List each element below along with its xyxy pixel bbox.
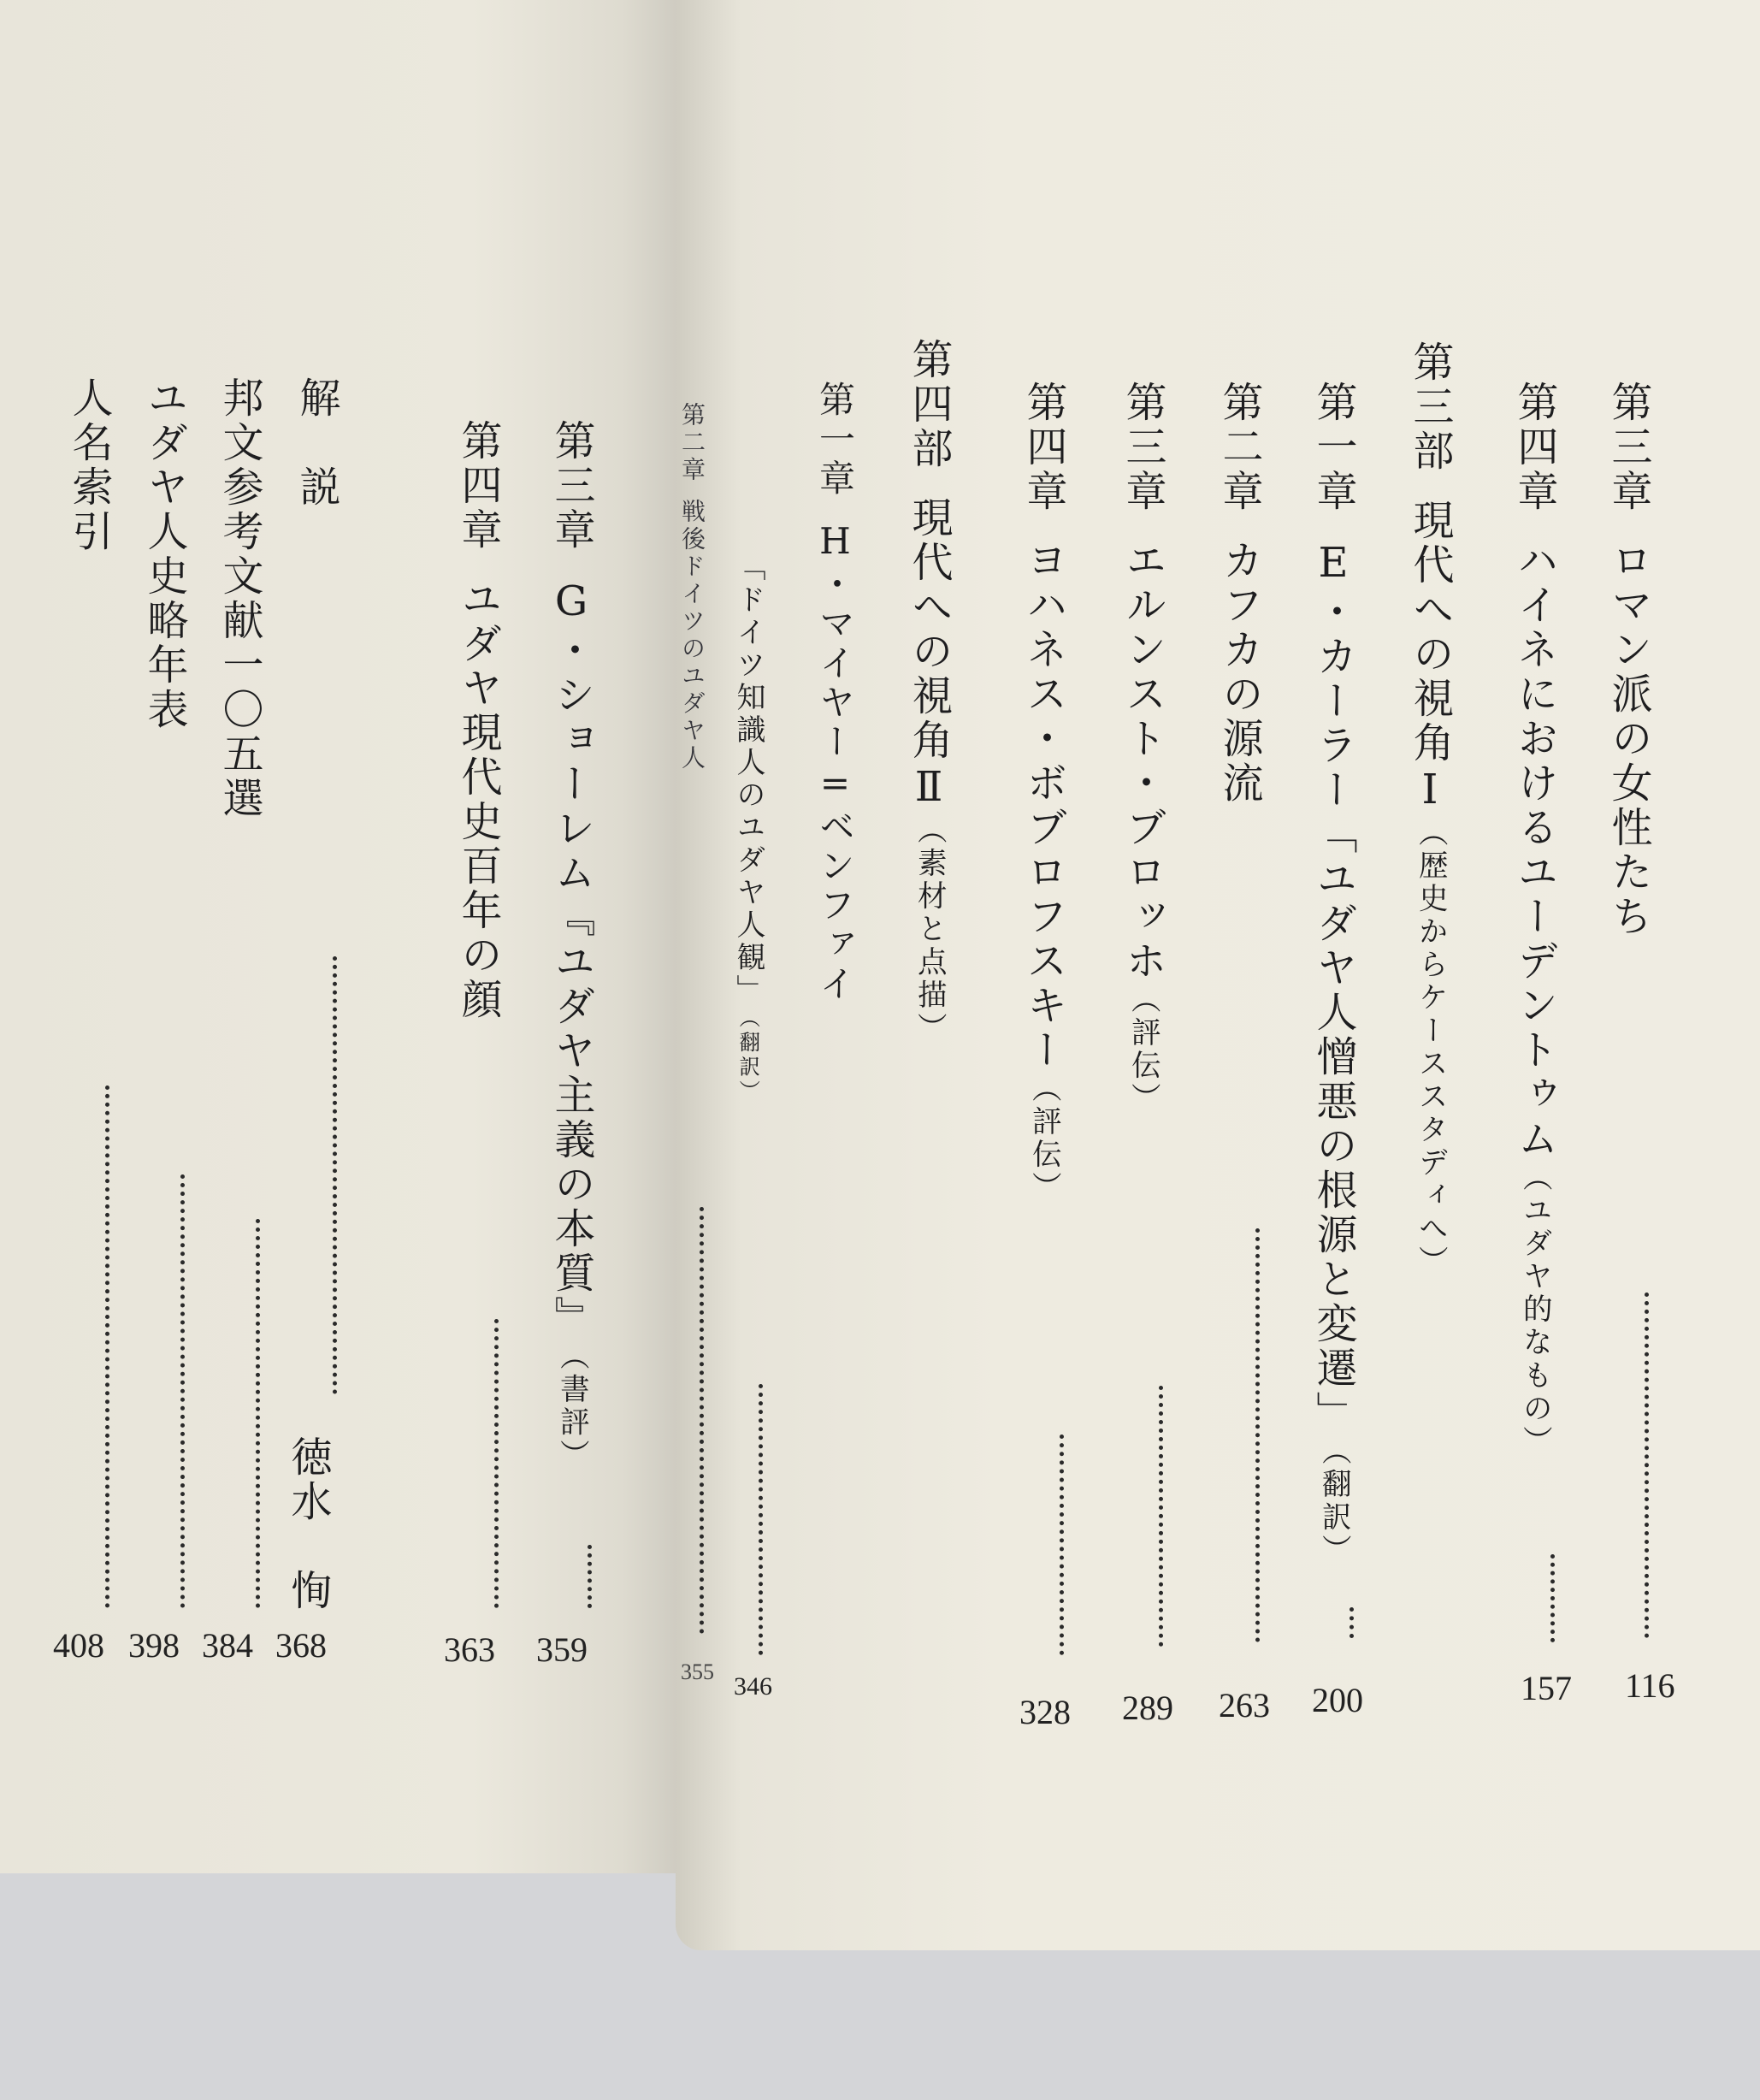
entry-title: ハイネにおけるユーデントゥム: [1510, 538, 1558, 1162]
entry-note: （ユダヤ的なもの）: [1517, 1161, 1552, 1458]
page-number: 398: [128, 1626, 180, 1665]
page-number: 346: [734, 1672, 772, 1701]
part-label: 第三部: [1406, 340, 1454, 474]
leader-dots: [180, 1174, 185, 1608]
part-note: （素材と点描）: [912, 813, 947, 1045]
toc-entry: [140, 376, 188, 1617]
leader-dots: [759, 1384, 763, 1655]
page-number: 384: [202, 1626, 253, 1665]
page-number: 368: [275, 1626, 327, 1665]
toc-entry: [1604, 381, 1652, 1647]
toc-entry: [1309, 381, 1357, 1647]
leader-dots: [494, 1319, 499, 1608]
entry-label: 第四章: [1510, 381, 1558, 514]
entry-title: エルンスト・ブロッホ: [1119, 538, 1166, 984]
part-title: 現代への視角Ⅱ: [905, 495, 953, 814]
entry-title: E・カーラー「ユダヤ人憎悪の根源と変遷」: [1309, 538, 1357, 1435]
entry-title: ユダヤ人史略年表: [140, 376, 188, 732]
part-heading: [1406, 340, 1454, 1452]
toc-entry: [1119, 381, 1166, 1655]
toc-entry-subtitle: [731, 552, 765, 1664]
entry-label: 第二章: [678, 402, 706, 484]
leader-dots: [105, 1085, 109, 1608]
part-heading: [905, 338, 953, 1159]
entry-title: 邦文参考文献一〇五選: [216, 376, 263, 821]
entry-label: 第二章: [1215, 381, 1263, 514]
toc-entry: [216, 376, 263, 1617]
leader-dots: [1159, 1386, 1163, 1647]
entry-title: 人名索引: [65, 376, 113, 554]
leader-dots: [256, 1219, 260, 1608]
part-label: 第四部: [905, 338, 953, 471]
entry-label: 第三章: [1119, 381, 1166, 514]
entry-note: （評伝）: [1125, 983, 1161, 1116]
part-note: （歴史からケーススタディへ）: [1413, 816, 1448, 1279]
leader-dots: [700, 1207, 704, 1634]
page-number: 263: [1219, 1686, 1270, 1724]
toc-entry: [1215, 381, 1263, 1651]
leader-dots: [588, 1545, 592, 1608]
entry-label: 解 説: [292, 376, 340, 510]
page-number: 408: [53, 1626, 104, 1665]
toc-entry: [1019, 381, 1067, 1664]
toc-entry: [65, 376, 113, 1617]
entry-label: 第四章: [1019, 381, 1067, 514]
toc-entry: [1510, 381, 1558, 1651]
leader-dots: [1255, 1228, 1260, 1642]
leader-dots: [1350, 1607, 1354, 1638]
entry-title: 「ドイツ知識人のユダヤ人観」: [731, 552, 765, 1007]
entry-title: 戦後ドイツのユダヤ人: [678, 498, 706, 772]
entry-note: （翻訳）: [1316, 1435, 1351, 1568]
toc-entry: [547, 419, 595, 1617]
entry-label: 第三章: [547, 419, 595, 553]
entry-title: G・ショーレム『ユダヤ主義の本質』: [547, 577, 595, 1340]
entry-title: ユダヤ現代史百年の顔: [454, 577, 502, 1022]
page-number: 157: [1521, 1669, 1572, 1707]
page-number: 289: [1122, 1689, 1173, 1727]
leader-dots: [333, 956, 337, 1394]
leader-dots: [1550, 1554, 1555, 1642]
part-title: 現代への視角Ⅰ: [1406, 498, 1454, 817]
entry-label: 第三章: [1604, 381, 1652, 514]
entry-label: 第一章: [1309, 381, 1357, 514]
page-number: 355: [681, 1659, 714, 1684]
author-name: 徳水 恂: [284, 1435, 332, 1613]
entry-note: （書評）: [554, 1340, 589, 1473]
leader-dots: [1645, 1293, 1649, 1638]
entry-title: ヨハネス・ボブロフスキー: [1019, 538, 1067, 1073]
page-number: 359: [536, 1630, 588, 1669]
toc-entry: [680, 402, 704, 1642]
page-number: 363: [444, 1630, 495, 1669]
toc-entry: [814, 381, 856, 1091]
entry-title: H・マイヤー=ベンファイ: [814, 520, 856, 1005]
page-number: 116: [1625, 1666, 1675, 1705]
entry-note: （翻訳）: [736, 1007, 762, 1104]
leader-dots: [1060, 1435, 1064, 1655]
page-number: 328: [1019, 1693, 1071, 1731]
entry-note: （評伝）: [1026, 1072, 1061, 1205]
entry-title: カフカの源流: [1215, 538, 1263, 806]
entry-label: 第一章: [814, 381, 856, 499]
entry-title: ロマン派の女性たち: [1604, 538, 1652, 939]
toc-entry: [292, 376, 340, 1403]
toc-entry: [454, 419, 502, 1617]
page-number: 200: [1312, 1681, 1363, 1719]
entry-label: 第四章: [454, 419, 502, 553]
